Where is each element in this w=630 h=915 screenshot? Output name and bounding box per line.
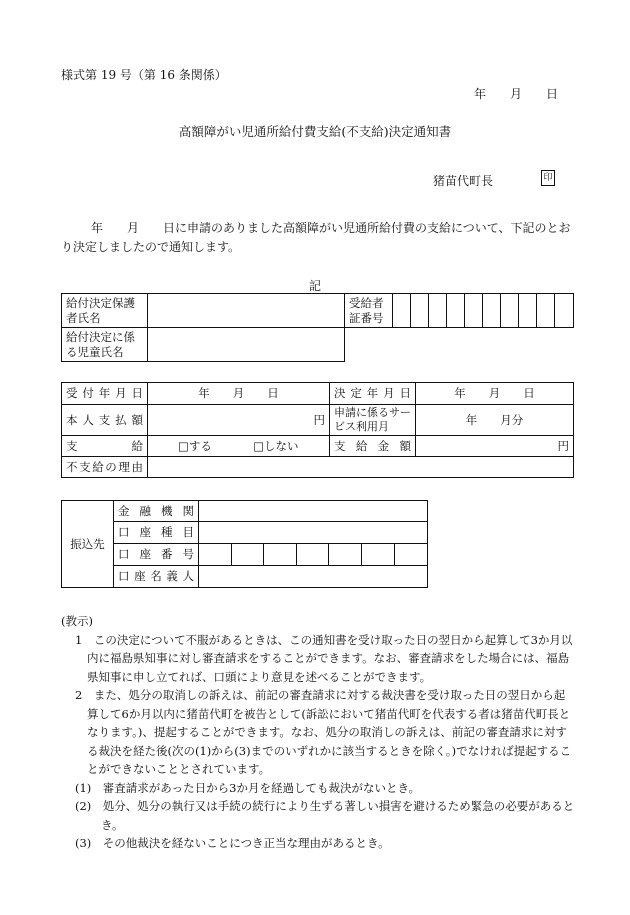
- sender-name: 猪苗代町長: [433, 174, 494, 188]
- guardian-name-label: 給付決定保護者氏名: [62, 294, 148, 328]
- recipient-number-digit[interactable]: [483, 294, 501, 328]
- refusal-reason-label: 不支給の理由: [62, 457, 148, 478]
- decision-table: [61, 382, 574, 478]
- transfer-label: 振込先: [62, 501, 114, 588]
- child-name-field[interactable]: [148, 328, 345, 362]
- account-number-digit[interactable]: [329, 544, 362, 566]
- account-number-digit[interactable]: [232, 544, 264, 566]
- account-holder-field[interactable]: [199, 566, 428, 588]
- child-name-label: 給付決定に係る児童氏名: [62, 328, 148, 362]
- recipient-number-digit[interactable]: [537, 294, 555, 328]
- blank-area: [345, 328, 574, 362]
- payment-label: 支給: [62, 436, 148, 457]
- instructions-heading: (教示): [61, 614, 93, 628]
- transfer-table: [61, 500, 428, 588]
- recipient-number-label: 受給者証番号: [345, 294, 393, 328]
- recipient-table: [61, 293, 574, 362]
- recipient-number-digit[interactable]: [501, 294, 519, 328]
- bank-label: 金融機関: [114, 501, 199, 522]
- decision-date-field[interactable]: 年 月 日: [416, 383, 574, 405]
- payment-no-checkbox[interactable]: □しない: [253, 438, 299, 453]
- recipient-number-digit[interactable]: [555, 294, 574, 328]
- service-month-label: 申請に係るサービス利用月: [330, 405, 416, 436]
- account-number-digit[interactable]: [395, 544, 428, 566]
- bank-field[interactable]: [199, 501, 428, 522]
- instruction-subitem-1: (1) 審査請求があった日から3か月を経過しても裁決がないとき。: [75, 780, 421, 795]
- payment-amount-label: 支給金額: [330, 436, 416, 457]
- account-number-digit[interactable]: [297, 544, 329, 566]
- recipient-number-digit[interactable]: [519, 294, 537, 328]
- account-type-field[interactable]: [199, 522, 428, 544]
- instruction-subitem-2: (2) 処分、処分の執行又は手続の続行により生ずる著しい損害を避けるため緊急の必要があるとき。: [75, 799, 575, 832]
- self-pay-field[interactable]: 円: [148, 405, 330, 436]
- ki-heading: 記: [308, 279, 321, 293]
- account-number-label: 口座番号: [114, 544, 199, 566]
- account-type-label: 口座種目: [114, 522, 199, 544]
- recipient-number-digit[interactable]: [411, 294, 429, 328]
- service-month-field[interactable]: 年 月分: [416, 405, 574, 436]
- instruction-item-2: 2 また、処分の取消しの訴えは、前記の審査請求に対する裁決書を受け取った日の翌日から起算して6か月以内に猪苗代町を被告として(訴訟において猪苗代町を代表する者は猪苗代町長となります。)、提起することができます。なお、処分の取消しの訴えは、前記の審査請求に対する裁決を経た後(次の(1)から(3)までのいずれかに該当するときを除く。)でなければ提起することができないこととされています。: [75, 688, 572, 776]
- account-holder-label: 口座名義人: [114, 566, 199, 588]
- intro-paragraph: 年 月 日に申請のありました高額障がい児通所給付費の支給について、下記のとおり決定しましたので通知します。: [61, 221, 571, 254]
- receipt-date-field[interactable]: 年 月 日: [148, 383, 330, 405]
- payment-yes-checkbox[interactable]: □する: [178, 438, 212, 453]
- recipient-number-digit[interactable]: [429, 294, 447, 328]
- refusal-reason-field[interactable]: [148, 457, 574, 478]
- self-pay-label: 本人支払額: [62, 405, 148, 436]
- payment-amount-field[interactable]: 円: [416, 436, 574, 457]
- notice-date: 年 月 日: [474, 87, 559, 101]
- decision-date-label: 決定年月日: [330, 383, 416, 405]
- instruction-item-1: 1 この決定について不服があるときは、この通知書を受け取った日の翌日から起算して3か月以内に福島県知事に対し審査請求をすることができます。なお、審査請求をした場合には、福島県知事に申し立てれば、口頭により意見を述べることができます。: [75, 632, 573, 684]
- recipient-number-digit[interactable]: [393, 294, 411, 328]
- recipient-number-digit[interactable]: [447, 294, 465, 328]
- guardian-name-field[interactable]: [148, 294, 345, 328]
- seal-icon: 印: [541, 170, 555, 186]
- recipient-number-digit[interactable]: [465, 294, 483, 328]
- account-number-digit[interactable]: [362, 544, 395, 566]
- instructions-section: [61, 612, 576, 853]
- document-title: 高額障がい児通所給付費支給(不支給)決定通知書: [178, 124, 452, 139]
- account-number-digit[interactable]: [264, 544, 297, 566]
- receipt-date-label: 受付年月日: [62, 383, 148, 405]
- account-number-digit[interactable]: [199, 544, 232, 566]
- payment-choice: [148, 436, 330, 457]
- instruction-subitem-3: (3) その他裁決を経ないことにつき正当な理由があるとき。: [75, 836, 390, 850]
- form-number: 様式第 19 号（第 16 条関係）: [61, 68, 227, 82]
